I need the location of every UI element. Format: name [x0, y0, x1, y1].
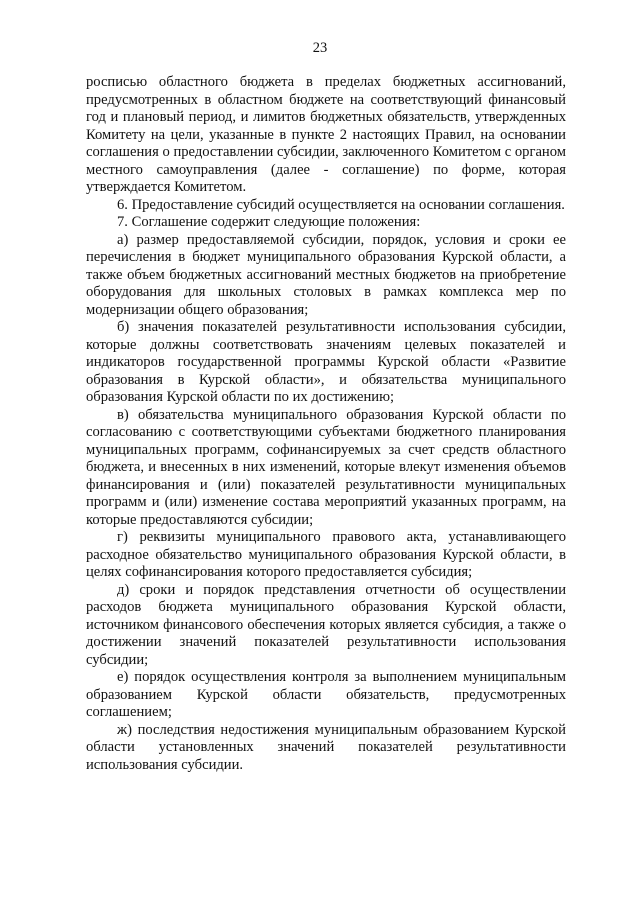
paragraph-subitem-v: в) обязательства муниципального образования Курской области по согласованию с соответствующими субъектами бюджетного планирования муниципальных программ, софинансируемых за счет средств областного бюджета, и внесенных в них изменений, которые влекут изменения объемов финансирования и (или) показателей результативности муниципальных программ и (или) изменение состава мероприятий указанных программ, на которые предоставляются субсидии;: [86, 406, 566, 528]
paragraph-subitem-d: д) сроки и порядок представления отчетности об осуществлении расходов бюджета муниципального образования Курской области, источником финансового обеспечения которых является субсидия, а также о достижении значений показателей результативности использования субсидии;: [86, 581, 566, 668]
paragraph-subitem-e: е) порядок осуществления контроля за выполнением муниципальным образованием Курской области обязательств, предусмотренных соглашением;: [86, 669, 566, 720]
paragraph-subitem-g: г) реквизиты муниципального правового акта, устанавливающего расходное обязательство муниципального образования Курской области, в целях софинансирования которого предоставляется субсидия;: [86, 529, 566, 580]
page-number: 23: [312, 40, 328, 56]
paragraph-item-7: 7. Соглашение содержит следующие положения:: [117, 214, 421, 230]
paragraph-subitem-zh: ж) последствия недостижения муниципальным образованием Курской области установленных значений показателей результативности использования субсидии.: [86, 721, 566, 773]
paragraph-subitem-a: а) размер предоставляемой субсидии, порядок, условия и сроки ее перечисления в бюджет муниципального образования Курской области, а также объем бюджетных ассигнований местных бюджетов на приобретение оборудования для школьных столовых в рамках комплекса мер по модернизации общего образования;: [86, 231, 566, 318]
paragraph-continuation: росписью областного бюджета в пределах бюджетных ассигнований, предусмотренных в областном бюджете на соответствующий финансовый год и плановый период, и лимитов бюджетных обязательств, утвержденных Комитету на цели, указанные в пункте 2 настоящих Правил, на основании соглашения о предоставлении субсидии, заключенного Комитетом с органом местного самоуправления (далее - соглашение) по форме, которая утверждается Комитетом.: [86, 74, 566, 195]
paragraph-subitem-b: б) значения показателей результативности использования субсидии, которые должны соответствовать значениям целевых показателей и индикаторов государственной программы Курской области «Развитие образования в Курской области», и обязательства муниципального образования Курской области по их достижению;: [86, 319, 566, 405]
paragraph-item-6: 6. Предоставление субсидий осуществляется на основании соглашения.: [117, 196, 565, 213]
document-body: [86, 74, 566, 774]
